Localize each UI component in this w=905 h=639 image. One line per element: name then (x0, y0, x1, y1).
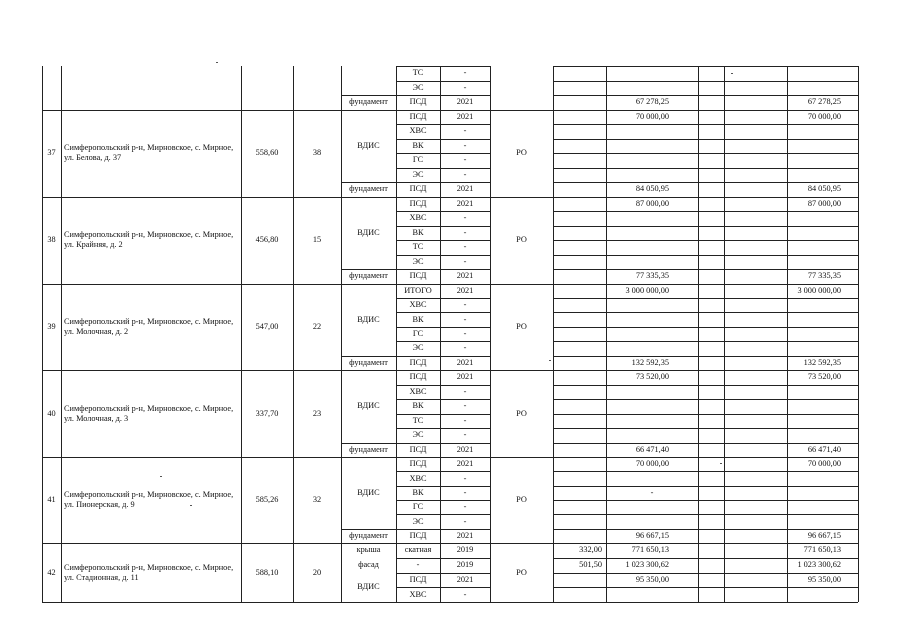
sub-row-line (553, 240, 858, 241)
sub-amount-b: 84 050,95 (635, 184, 669, 194)
sub-row-line (553, 587, 858, 588)
column-line (241, 66, 242, 602)
sub-code: ЭС (412, 516, 424, 526)
grid-line (396, 66, 490, 67)
sub-code: ВК (412, 487, 424, 497)
row-separator (42, 110, 858, 111)
row-group: ВДИС (357, 227, 380, 237)
sub-row-line (553, 211, 858, 212)
sub-code: ПСД (409, 444, 427, 454)
sub-code: ХВС (409, 126, 427, 136)
row-area: 547,00 (255, 321, 279, 331)
sub-amount-c: 73 520,00 (807, 372, 841, 382)
sub-year: 2021 (456, 372, 474, 382)
sub-year: 2021 (456, 444, 474, 454)
row-separator (42, 370, 858, 371)
sub-year: 2021 (456, 574, 474, 584)
sub-amount-c: 96 667,15 (807, 530, 841, 540)
sub-amount-c: 84 050,95 (807, 184, 841, 194)
sub-code: ТС (412, 68, 424, 78)
column-line (293, 66, 294, 602)
sub-amount-b: 66 471,40 (635, 444, 669, 454)
sub-amount-b: 1 023 300,62 (625, 560, 669, 570)
sub-year: - (463, 328, 467, 338)
sub-year: - (463, 256, 467, 266)
sub-row-line (396, 414, 490, 415)
sub-type: крыша (356, 545, 381, 555)
sub-code: ЭС (412, 343, 424, 353)
sub-amount-c: 70 000,00 (807, 111, 841, 121)
row-separator (42, 284, 858, 285)
sub-year: 2021 (456, 285, 474, 295)
sub-row-line (553, 486, 858, 487)
sub-row-line (553, 414, 858, 415)
table-bottom-line (42, 602, 858, 603)
sub-amount-a: 501,50 (579, 560, 602, 570)
sub-row-line (396, 153, 490, 154)
sub-code: ПСД (409, 111, 427, 121)
sub-row-line (396, 486, 490, 487)
sub-year: 2021 (456, 111, 474, 121)
sub-row-line (553, 443, 858, 444)
sub-row-line (396, 573, 490, 574)
row-count: 15 (312, 235, 322, 244)
sub-row-line (341, 95, 490, 96)
row-number: 40 (47, 408, 56, 418)
sub-type: фундамент (349, 271, 388, 281)
sub-row-line (396, 211, 490, 212)
row-ro: РО (516, 235, 527, 244)
sub-year: 2021 (456, 198, 474, 208)
sub-row-line (553, 529, 858, 530)
sub-year: 2021 (456, 184, 474, 194)
sub-row-line (553, 255, 858, 256)
sub-amount-c: 67 278,25 (807, 97, 841, 107)
sub-row-line (553, 385, 858, 386)
sub-year: - (463, 401, 467, 411)
sub-code: ПСД (409, 97, 427, 107)
row-count: 23 (312, 408, 322, 418)
sub-amount-c: 70 000,00 (807, 459, 841, 469)
sub-year: - (463, 516, 467, 526)
row-number: 39 (47, 321, 56, 331)
sub-row-line (341, 529, 490, 530)
sub-row-line (553, 428, 858, 429)
column-line (61, 66, 62, 602)
sub-row-line (553, 312, 858, 313)
sub-year: 2021 (456, 357, 474, 367)
row-group: ВДИС (357, 582, 380, 592)
sub-code: ХВС (409, 300, 427, 310)
sub-amount-a: 332,00 (579, 545, 602, 555)
sub-row-line (553, 182, 858, 183)
sub-year: - (463, 140, 467, 150)
sub-row-line (396, 139, 490, 140)
sub-amount-c: 77 335,35 (807, 271, 841, 281)
sub-code: ПСД (409, 198, 427, 208)
column-line (858, 66, 859, 602)
sub-code: ХВС (409, 589, 427, 599)
row-count: 20 (312, 567, 322, 577)
sub-year: - (463, 82, 467, 92)
sub-row-line (396, 312, 490, 313)
row-number: 42 (47, 567, 56, 577)
sub-row-line (396, 341, 490, 342)
sub-amount-b: 95 350,00 (635, 574, 669, 584)
scan-speck (731, 73, 733, 74)
row-separator (42, 197, 858, 198)
sub-code: ХВС (409, 213, 427, 223)
sub-code: ВК (412, 227, 424, 237)
row-count: 32 (312, 495, 322, 504)
row-number: 41 (47, 495, 56, 504)
row-group: ВДИС (357, 487, 380, 497)
sub-code: ЭС (412, 430, 424, 440)
scan-speck (720, 463, 722, 464)
sub-row-line (553, 153, 858, 154)
sub-year: - (463, 213, 467, 223)
sub-row-line (553, 95, 858, 96)
sub-code: ПСД (409, 574, 427, 584)
sub-type: фундамент (349, 357, 388, 367)
sub-amount-b: 77 335,35 (635, 271, 669, 281)
sub-amount-c: 771 650,13 (803, 545, 841, 555)
sub-row-line (553, 573, 858, 574)
sub-year: - (463, 68, 467, 78)
row-address: Симферопольский р-н, Мирновское, с. Мирное, ул. Стадионная, д. 11 (64, 562, 234, 582)
sub-row-line (553, 298, 858, 299)
column-line (42, 66, 43, 602)
sub-row-line (396, 298, 490, 299)
sub-code: ГС (412, 155, 424, 165)
sub-code: ПСД (409, 459, 427, 469)
row-area: 456,80 (255, 235, 279, 244)
sub-type: фасад (358, 560, 379, 570)
sub-row-line (553, 341, 858, 342)
sub-row-line (341, 182, 490, 183)
row-area: 337,70 (255, 408, 279, 418)
sub-code: ХВС (409, 473, 427, 483)
sub-row-line (553, 269, 858, 270)
row-area: 588,10 (255, 567, 279, 577)
row-address: Симферопольский р-н, Мирновское, с. Мирное, ул. Молочная, д. 3 (64, 403, 234, 423)
sub-amount-b: 771 650,13 (631, 545, 669, 555)
sub-amount-c: 66 471,40 (807, 444, 841, 454)
row-area: 558,60 (255, 148, 279, 157)
sub-code: ВК (412, 401, 424, 411)
sub-amount-b: 70 000,00 (635, 459, 669, 469)
sub-row-line (396, 124, 490, 125)
sub-row-line (396, 514, 490, 515)
sub-year: - (463, 126, 467, 136)
sub-amount-c: 132 592,35 (803, 357, 841, 367)
sub-year: - (463, 343, 467, 353)
sub-row-line (341, 443, 490, 444)
row-separator (42, 457, 858, 458)
sub-code: ХВС (409, 386, 427, 396)
row-ro: РО (516, 321, 527, 331)
sub-type: фундамент (349, 184, 388, 194)
grid-line (553, 66, 858, 67)
sub-code: ГС (412, 328, 424, 338)
sub-row-line (396, 168, 490, 169)
sub-amount-b: 87 000,00 (635, 198, 669, 208)
row-number: 38 (47, 235, 56, 244)
sub-row-line (553, 226, 858, 227)
sub-row-line (396, 558, 490, 559)
sub-row-line (341, 356, 490, 357)
sub-code: ПСД (409, 357, 427, 367)
sub-type: фундамент (349, 530, 388, 540)
sub-row-line (553, 500, 858, 501)
sub-amount-c: 3 000 000,00 (797, 285, 841, 295)
sub-row-line (396, 327, 490, 328)
row-address: Симферопольский р-н, Мирновское, с. Мирное, ул. Пионерская, д. 9 (64, 490, 234, 509)
sub-code: ТС (412, 415, 424, 425)
row-area: 585,26 (255, 495, 279, 504)
sub-amount-c: 87 000,00 (807, 198, 841, 208)
sub-year: 2021 (456, 530, 474, 540)
sub-row-line (396, 255, 490, 256)
column-line (396, 66, 397, 602)
sub-amount-c: 1 023 300,62 (797, 560, 841, 570)
scan-speck (549, 360, 551, 361)
row-address: Симферопольский р-н, Мирновское, с. Мирное, ул. Белова, д. 37 (64, 143, 234, 162)
sub-year: - (463, 227, 467, 237)
sub-year: 2021 (456, 459, 474, 469)
row-count: 38 (312, 148, 322, 157)
row-ro: РО (516, 148, 527, 157)
row-address: Симферопольский р-н, Мирновское, с. Мирное, ул. Крайняя, д. 2 (64, 230, 234, 249)
scan-speck (216, 62, 218, 63)
sub-row-line (396, 399, 490, 400)
row-ro: РО (516, 408, 527, 418)
sub-type: фундамент (349, 97, 388, 107)
sub-code: ГС (412, 502, 424, 512)
sub-row-line (553, 471, 858, 472)
sub-code: ЭС (412, 82, 424, 92)
sub-year: 2021 (456, 271, 474, 281)
sub-row-line (553, 356, 858, 357)
row-ro: РО (516, 567, 527, 577)
sub-year: - (463, 242, 467, 252)
sub-code: ЭС (412, 256, 424, 266)
column-line (341, 66, 342, 602)
sub-row-line (396, 240, 490, 241)
sub-year: - (463, 386, 467, 396)
sub-row-line (396, 428, 490, 429)
sub-amount-b: 73 520,00 (635, 372, 669, 382)
row-separator (42, 543, 858, 544)
sub-year: - (463, 487, 467, 497)
sub-amount-b: 70 000,00 (635, 111, 669, 121)
sub-row-line (396, 587, 490, 588)
sub-row-line (553, 558, 858, 559)
sub-row-line (341, 269, 490, 270)
sub-row-line (396, 385, 490, 386)
row-group: ВДИС (357, 401, 380, 411)
sub-code: ПСД (409, 271, 427, 281)
row-address: Симферопольский р-н, Мирновское, с. Мирное, ул. Молочная, д. 2 (64, 316, 234, 336)
sub-amount-b: - (650, 487, 654, 497)
row-count: 22 (312, 321, 322, 331)
sub-row-line (396, 471, 490, 472)
sub-row-line (553, 327, 858, 328)
sub-code: ТС (412, 242, 424, 252)
sub-code: ПСД (409, 372, 427, 382)
sub-code: скатная (404, 545, 432, 555)
sub-year: 2019 (456, 560, 474, 570)
sub-row-line (553, 124, 858, 125)
sub-amount-c: 95 350,00 (807, 574, 841, 584)
row-group: ВДИС (357, 314, 380, 324)
column-line (490, 66, 491, 602)
column-line (553, 66, 554, 602)
sub-row-line (553, 168, 858, 169)
sub-year: - (463, 155, 467, 165)
sub-year: - (463, 314, 467, 324)
sub-year: - (463, 502, 467, 512)
sub-code: ВК (412, 140, 424, 150)
column-line (440, 66, 441, 602)
row-group: ВДИС (357, 140, 380, 150)
sub-row-line (553, 139, 858, 140)
sub-year: - (463, 430, 467, 440)
sub-row-line (396, 500, 490, 501)
sub-code: ВК (412, 314, 424, 324)
sub-code: ПСД (409, 530, 427, 540)
sub-row-line (396, 81, 490, 82)
scan-speck (160, 476, 162, 477)
sub-year: - (463, 300, 467, 310)
sub-code: ИТОГО (404, 285, 432, 295)
sub-row-line (553, 399, 858, 400)
sub-year: - (463, 473, 467, 483)
scan-speck (190, 505, 192, 506)
sub-code: ПСД (409, 184, 427, 194)
row-ro: РО (516, 495, 527, 504)
sub-year: 2019 (456, 545, 474, 555)
column-line (698, 66, 699, 602)
sub-amount-b: 3 000 000,00 (625, 285, 669, 295)
sub-year: - (463, 589, 467, 599)
row-number: 37 (47, 148, 56, 157)
sub-code: ЭС (412, 169, 424, 179)
sub-year: - (463, 415, 467, 425)
column-line (787, 66, 788, 602)
column-line (606, 66, 607, 602)
sub-amount-b: 67 278,25 (635, 97, 669, 107)
sub-year: 2021 (456, 97, 474, 107)
column-line (724, 66, 725, 602)
sub-row-line (553, 81, 858, 82)
sub-row-line (553, 514, 858, 515)
sub-row-line (396, 226, 490, 227)
sub-type: фундамент (349, 444, 388, 454)
sub-amount-b: 132 592,35 (631, 357, 669, 367)
sub-year: - (463, 169, 467, 179)
sub-code: - (416, 560, 420, 570)
sub-amount-b: 96 667,15 (635, 530, 669, 540)
